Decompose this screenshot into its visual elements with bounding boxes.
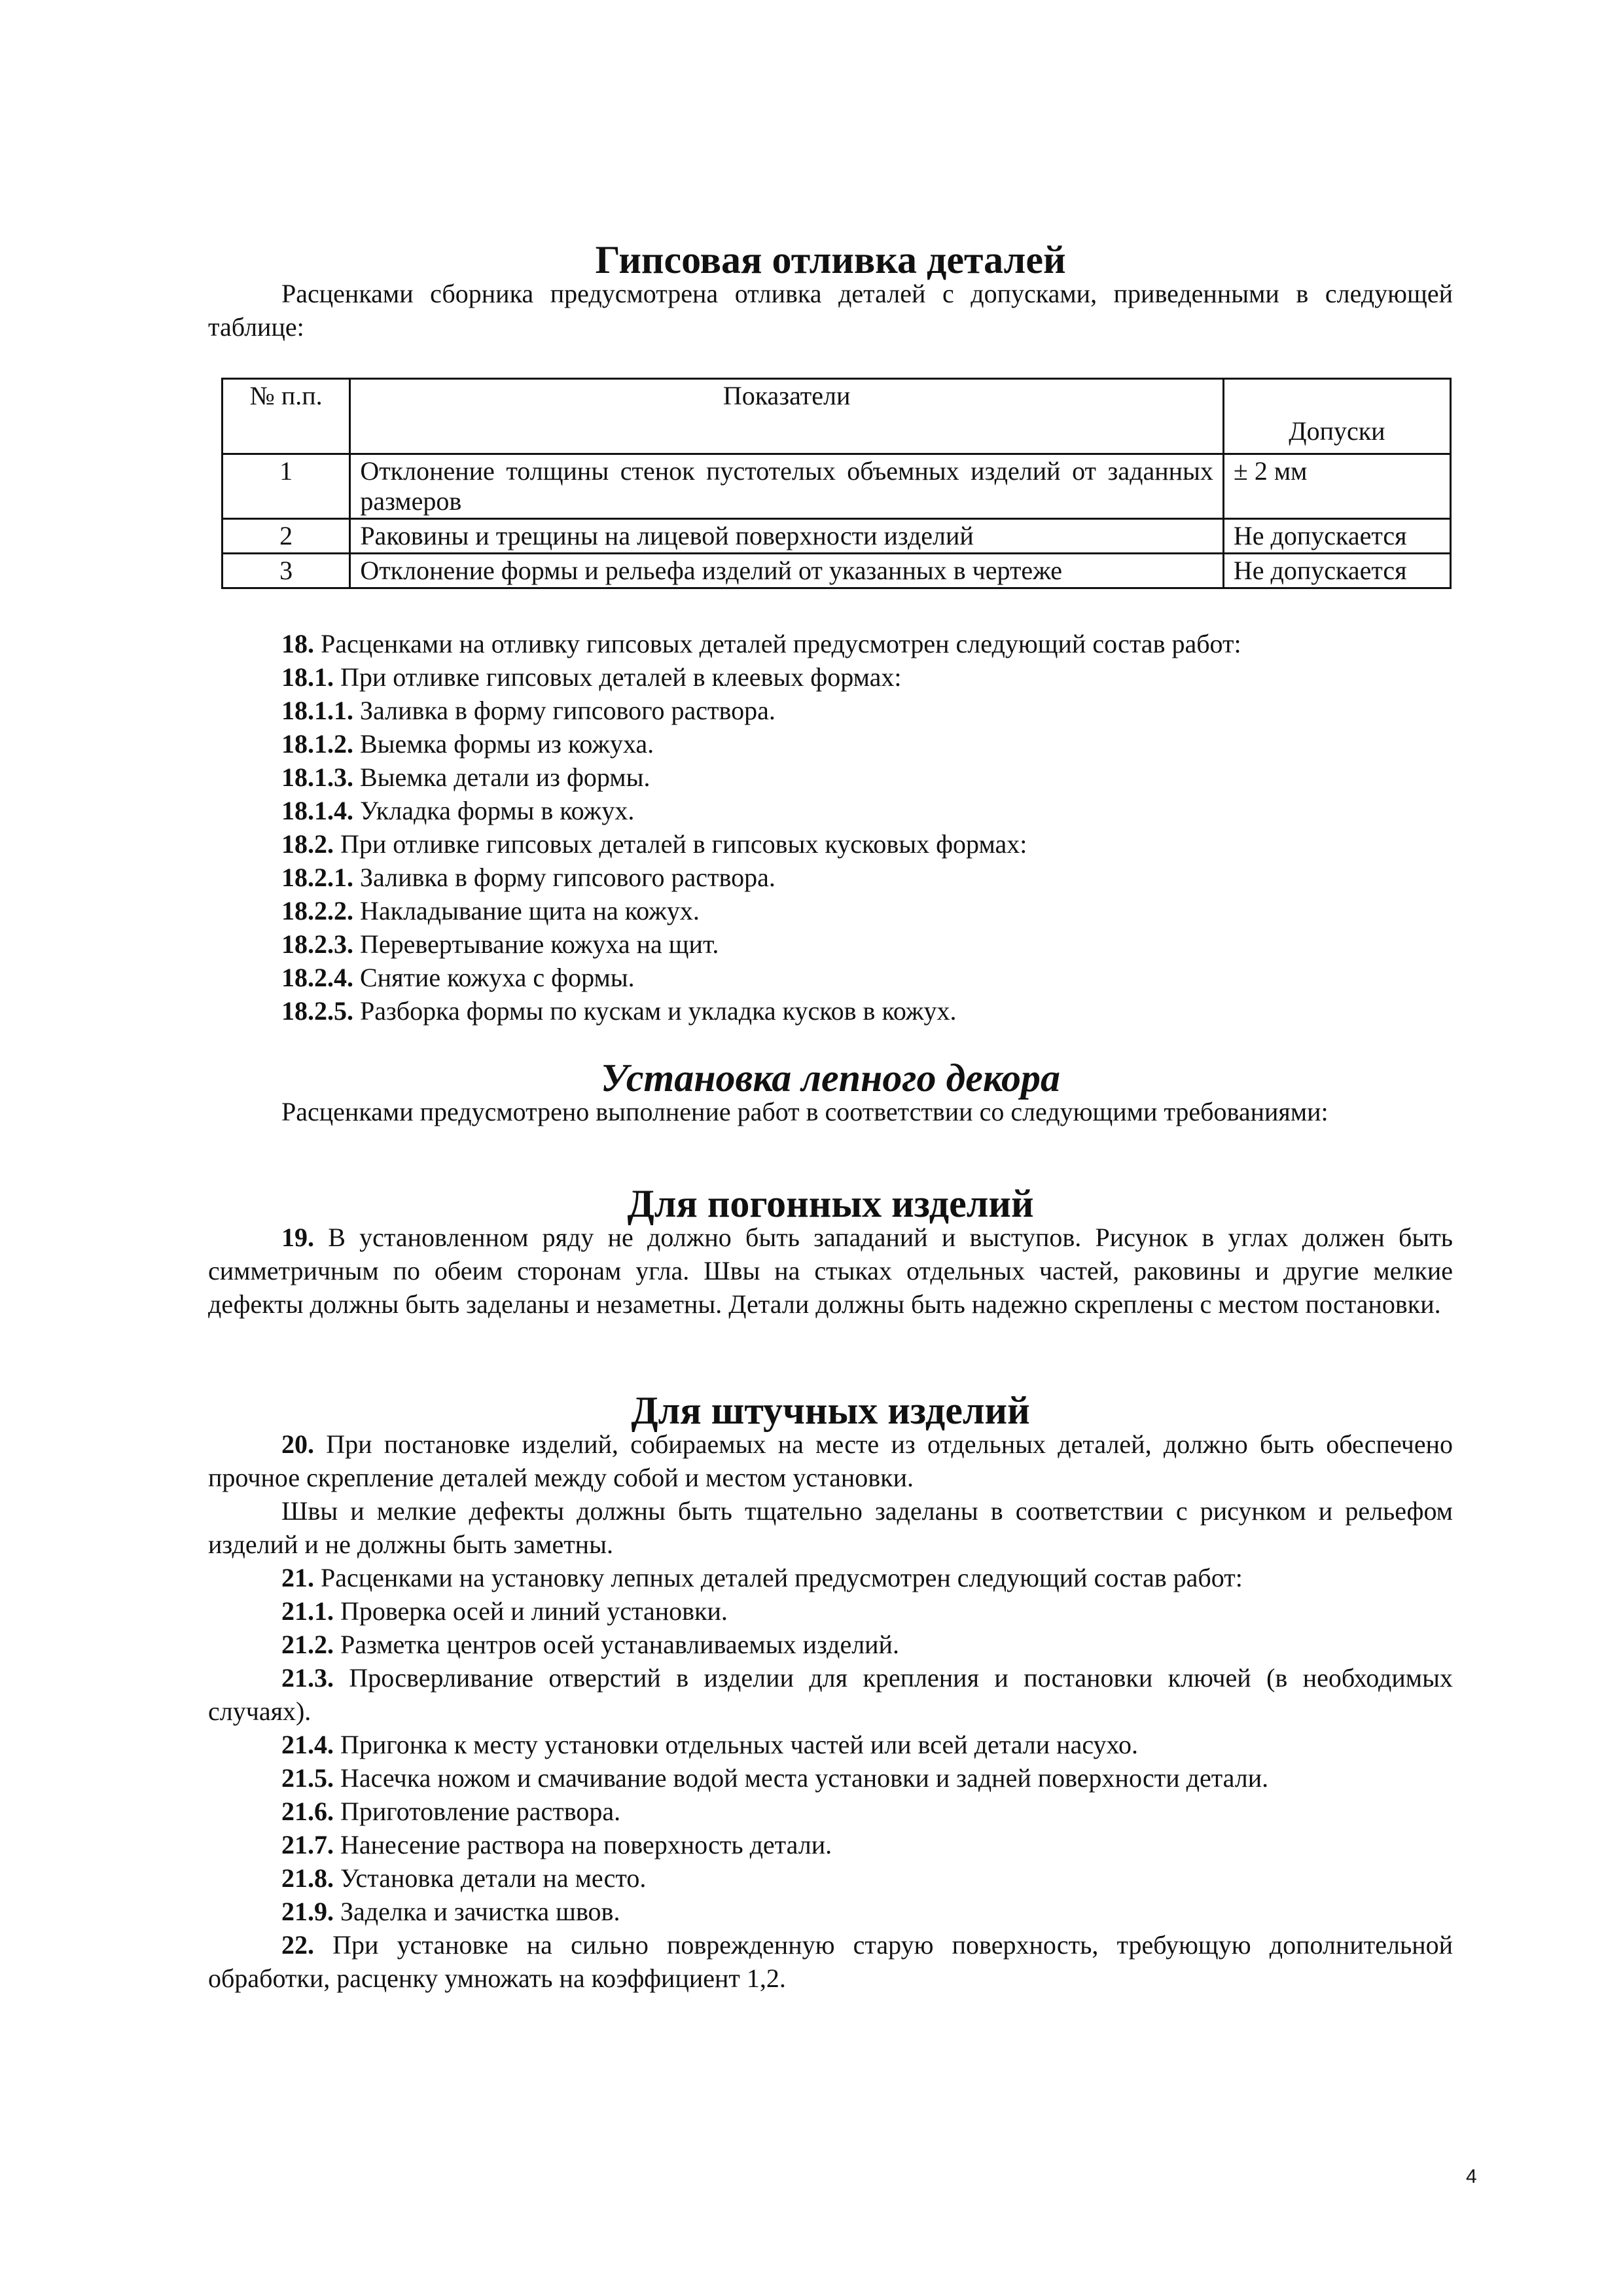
header-tolerance: Допуски [1223,379,1450,454]
list-item: 18.1.3. Выемка детали из формы. [281,762,651,792]
table-header-row [223,379,1451,454]
section-title-linear: Для погонных изделий [627,1182,1034,1225]
header-number: № п.п. [223,379,350,454]
install-works-list [208,1561,1453,1928]
list-item: 21.2. Разметка центров осей устанавливаемых изделий. [281,1630,899,1659]
list-item: 18.2.5. Разборка формы по кускам и укладка кусков в кожух. [281,996,957,1026]
list-item: 18.2.3. Перевертывание кожуха на щит. [281,929,719,959]
table-row [223,554,1451,588]
paragraph-20-extra: Швы и мелкие дефекты должны быть тщательно заделаны в соответствии с рисунком и рельефом изделий и не должны быть заметны. [208,1496,1453,1559]
list-item: 18.1.2. Выемка формы из кожуха. [281,729,654,759]
casting-works-list [208,627,1453,1028]
header-indicator: Показатели [350,379,1224,454]
paragraph-19: 19. В установленном ряду не должно быть западаний и выступов. Рисунок в углах должен быть симметричным по обеим сторонам угла. Швы на стыках отдельных частей, раковины и другие мелкие дефекты должны быть заделаны и незаметны. Детали должны быть надежно скреплены с местом постановки. [208,1223,1453,1319]
row-indicator: Отклонение формы и рельефа изделий от указанных в чертеже [350,554,1224,588]
row-number: 2 [223,519,350,554]
list-item: 18.2.4. Снятие кожуха с формы. [281,963,635,992]
paragraph-20: 20. При постановке изделий, собираемых на месте из отдельных деталей, должно быть обеспечено прочное скрепление деталей между собой и местом установки. [208,1429,1453,1492]
list-item: 21.3. Просверливание отверстий в изделии для крепления и постановки ключей (в необходимых случаях). [208,1663,1453,1726]
row-number: 3 [223,554,350,588]
list-item: 21. Расценками на установку лепных деталей предусмотрен следующий состав работ: [281,1563,1243,1592]
list-item: 21.1. Проверка осей и линий установки. [281,1596,728,1626]
row-tolerance: Не допускается [1223,554,1450,588]
section-title-piece: Для штучных изделий [631,1389,1030,1432]
row-indicator: Раковины и трещины на лицевой поверхности изделий [350,519,1224,554]
list-item: 18.2.1. Заливка в форму гипсового раствора. [281,863,776,892]
row-indicator: Отклонение толщины стенок пустотелых объемных изделий от заданных размеров [350,454,1224,519]
document-page [208,238,1454,1995]
row-number: 1 [223,454,350,519]
list-item: 18.1. При отливке гипсовых деталей в клеевых формах: [281,662,902,692]
list-item: 21.4. Пригонка к месту установки отдельных частей или всей детали насухо. [281,1730,1139,1759]
table-row [223,454,1451,519]
list-item: 21.6. Приготовление раствора. [281,1797,621,1826]
paragraph-22: 22. При установке на сильно поврежденную старую поверхность, требующую дополнительной обработки, расценку умножать на коэффициент 1,2. [208,1930,1454,1993]
tolerance-table [221,378,1452,589]
list-item: 18.1.4. Укладка формы в кожух. [281,796,635,825]
list-item: 21.5. Насечка ножом и смачивание водой места установки и задней поверхности детали. [281,1763,1269,1793]
casting-intro: Расценками сборника предусмотрена отливка деталей с допусками, приведенными в следующей таблице: [208,279,1453,342]
row-tolerance: Не допускается [1223,519,1450,554]
section-title-casting: Гипсовая отливка деталей [595,238,1066,281]
list-item: 18.1.1. Заливка в форму гипсового раствора. [281,696,776,725]
list-item: 18. Расценками на отливку гипсовых деталей предусмотрен следующий состав работ: [281,629,1241,658]
section-title-decor: Установка лепного декора [600,1056,1061,1100]
row-tolerance: ± 2 мм [1223,454,1450,519]
page-number: 4 [1466,2166,1477,2187]
list-item: 21.7. Нанесение раствора на поверхность детали. [281,1830,832,1859]
list-item: 21.9. Заделка и зачистка швов. [281,1897,620,1926]
list-item: 18.2.2. Накладывание щита на кожух. [281,896,700,925]
decor-intro: Расценками предусмотрено выполнение работ в соответствии со следующими требованиями: [281,1097,1329,1126]
table-row [223,519,1451,554]
list-item: 21.8. Установка детали на место. [281,1863,647,1893]
list-item: 18.2. При отливке гипсовых деталей в гипсовых кусковых формах: [281,829,1027,859]
